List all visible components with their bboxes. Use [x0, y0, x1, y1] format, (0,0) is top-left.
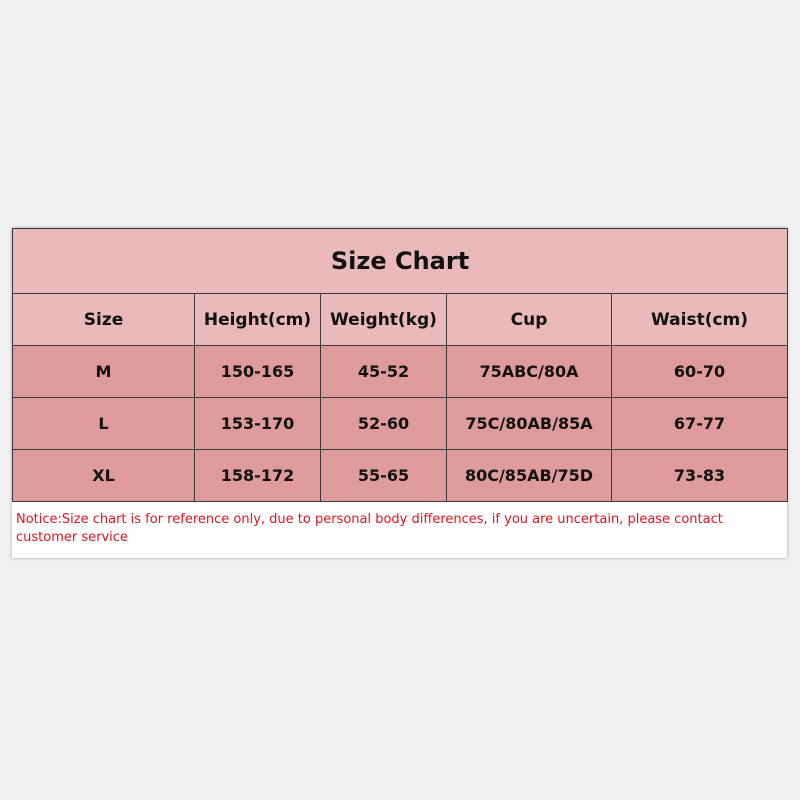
cell-waist: 73-83 [612, 450, 788, 502]
cell-size: L [13, 398, 195, 450]
size-chart-table [12, 228, 788, 502]
cell-size: M [13, 346, 195, 398]
cell-weight: 52-60 [321, 398, 447, 450]
cell-waist: 67-77 [612, 398, 788, 450]
cell-cup: 75C/80AB/85A [447, 398, 612, 450]
header-row [13, 294, 788, 346]
cell-height: 150-165 [195, 346, 321, 398]
cell-height: 153-170 [195, 398, 321, 450]
cell-waist: 60-70 [612, 346, 788, 398]
cell-size: XL [13, 450, 195, 502]
table-row [13, 450, 788, 502]
column-header-size: Size [13, 294, 195, 346]
table-title: Size Chart [13, 229, 788, 294]
title-row [13, 229, 788, 294]
table-row [13, 346, 788, 398]
size-chart-card [12, 228, 787, 558]
cell-weight: 55-65 [321, 450, 447, 502]
notice-text: Notice:Size chart is for reference only, due to personal body differences, if you are uncertain, please contact customer service [16, 512, 723, 545]
cell-cup: 80C/85AB/75D [447, 450, 612, 502]
cell-cup: 75ABC/80A [447, 346, 612, 398]
table-row [13, 398, 788, 450]
cell-weight: 45-52 [321, 346, 447, 398]
column-header-cup: Cup [447, 294, 612, 346]
column-header-waist: Waist(cm) [612, 294, 788, 346]
column-header-weight: Weight(kg) [321, 294, 447, 346]
column-header-height: Height(cm) [195, 294, 321, 346]
cell-height: 158-172 [195, 450, 321, 502]
